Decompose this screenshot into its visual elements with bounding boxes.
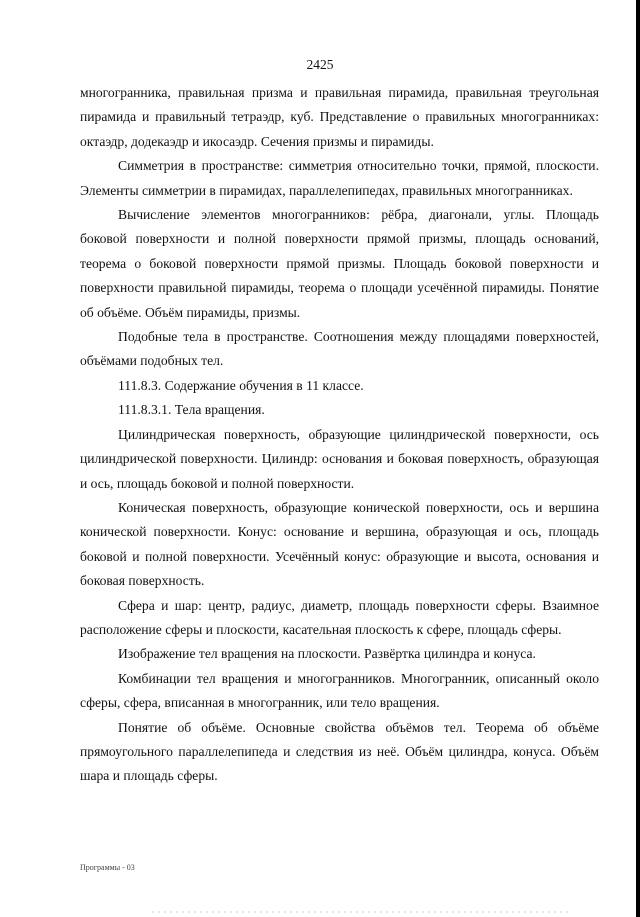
paragraph: Симметрия в пространстве: симметрия относительно точки, прямой, плоскости. Элементы симметрии в пирамидах, параллелепипедах, правильных многогранниках.: [80, 158, 599, 198]
scan-edge: [636, 0, 640, 917]
document-body: [80, 81, 599, 789]
paragraph: Вычисление элементов многогранников: рёбра, диагонали, углы. Площадь боковой поверхности и полной поверхности прямой призмы, площадь оснований, теорема о боковой поверхности прямой призмы. Площадь боковой поверхности и поверхности правильной пирамиды, теорема о площади усечённой пирамиды. Понятие об объёме. Объём пирамиды, призмы.: [80, 207, 599, 320]
paragraph: Коническая поверхность, образующие конической поверхности, ось и вершина конической поверхности. Конус: основание и вершина, образующая и ось, площадь боковой и полной поверхности. Усечённый конус: образующие и высота, основания и боковая поверхность.: [80, 499, 599, 589]
paragraph: многогранника, правильная призма и правильная пирамида, правильная треугольная пирамида и правильный тетраэдр, куб. Представление о правильных многогранниках: октаэдр, додекаэдр и икосаэдр. Сечения призмы и пирамиды.: [80, 85, 599, 149]
paragraph: Понятие об объёме. Основные свойства объёмов тел. Теорема об объёме прямоугольного параллелепипеда и следствия из неё. Объём цилиндра, конуса. Объём шара и площадь сферы.: [80, 719, 599, 784]
paragraph: Комбинации тел вращения и многогранников. Многогранник, описанный около сферы, сфера, вписанная в многогранник, или тело вращения.: [80, 670, 599, 711]
paragraph: Цилиндрическая поверхность, образующие цилиндрической поверхности, ось цилиндрической поверхности. Цилиндр: основания и боковая поверхность, образующая и ось, площадь боковой и полной поверхности.: [80, 426, 599, 491]
paragraph: Изображение тел вращения на плоскости. Развёртка цилиндра и конуса.: [118, 646, 536, 662]
paragraph: Сфера и шар: центр, радиус, диаметр, площадь поверхности сферы. Взаимное расположение сферы и плоскости, касательная плоскость к сфере, площадь сферы.: [80, 597, 599, 637]
paragraph: Подобные тела в пространстве. Соотношения между площадями поверхностей, объёмами подобных тел.: [80, 329, 599, 369]
footer-note: Программы - 03: [80, 863, 135, 872]
page-number: 2425: [306, 57, 334, 72]
section-heading: 111.8.3. Содержание обучения в 11 классе.: [118, 377, 364, 393]
subsection-heading: 111.8.3.1. Тела вращения.: [118, 402, 265, 418]
scan-artifact: [150, 911, 570, 913]
